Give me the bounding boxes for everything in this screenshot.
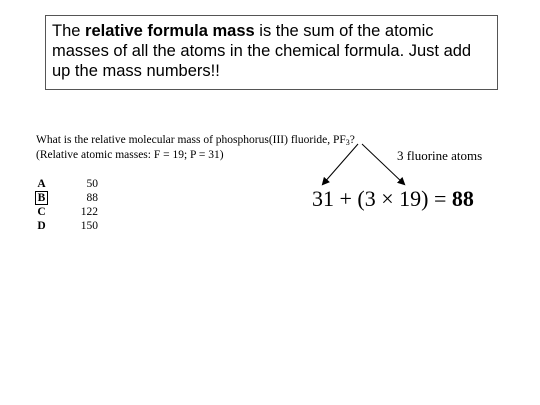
arrow-to-31 bbox=[323, 144, 358, 184]
question-body: What is the relative molecular mass of phosphorus(III) fluoride, PF bbox=[36, 134, 346, 146]
option-value: 50 bbox=[86, 178, 98, 190]
fluorine-annotation: 3 fluorine atoms bbox=[397, 148, 483, 163]
definition-prefix: The bbox=[52, 22, 86, 40]
equation-expression: 31 + (3 × 19) = bbox=[312, 186, 452, 211]
relative-masses: (Relative atomic masses: F = 19; P = 31) bbox=[36, 149, 224, 161]
question-subscript: 3 bbox=[345, 138, 350, 147]
option-letter: C bbox=[37, 206, 46, 218]
question-end: ? bbox=[349, 134, 355, 146]
equation-result: 88 bbox=[451, 186, 474, 211]
arrow-to-fluorine bbox=[362, 144, 404, 184]
option-letter: A bbox=[37, 178, 46, 190]
option-value: 88 bbox=[86, 192, 98, 204]
definition-term: relative formula mass bbox=[85, 22, 255, 40]
definition-suffix: is the sum of the atomic masses of all the atoms in the chemical formula. Just add up the mass numbers!! bbox=[52, 22, 472, 80]
option-letter: D bbox=[37, 220, 46, 232]
option-value: 122 bbox=[80, 206, 98, 218]
option-value: 150 bbox=[80, 220, 98, 232]
option-letter-selected: B bbox=[35, 191, 48, 205]
